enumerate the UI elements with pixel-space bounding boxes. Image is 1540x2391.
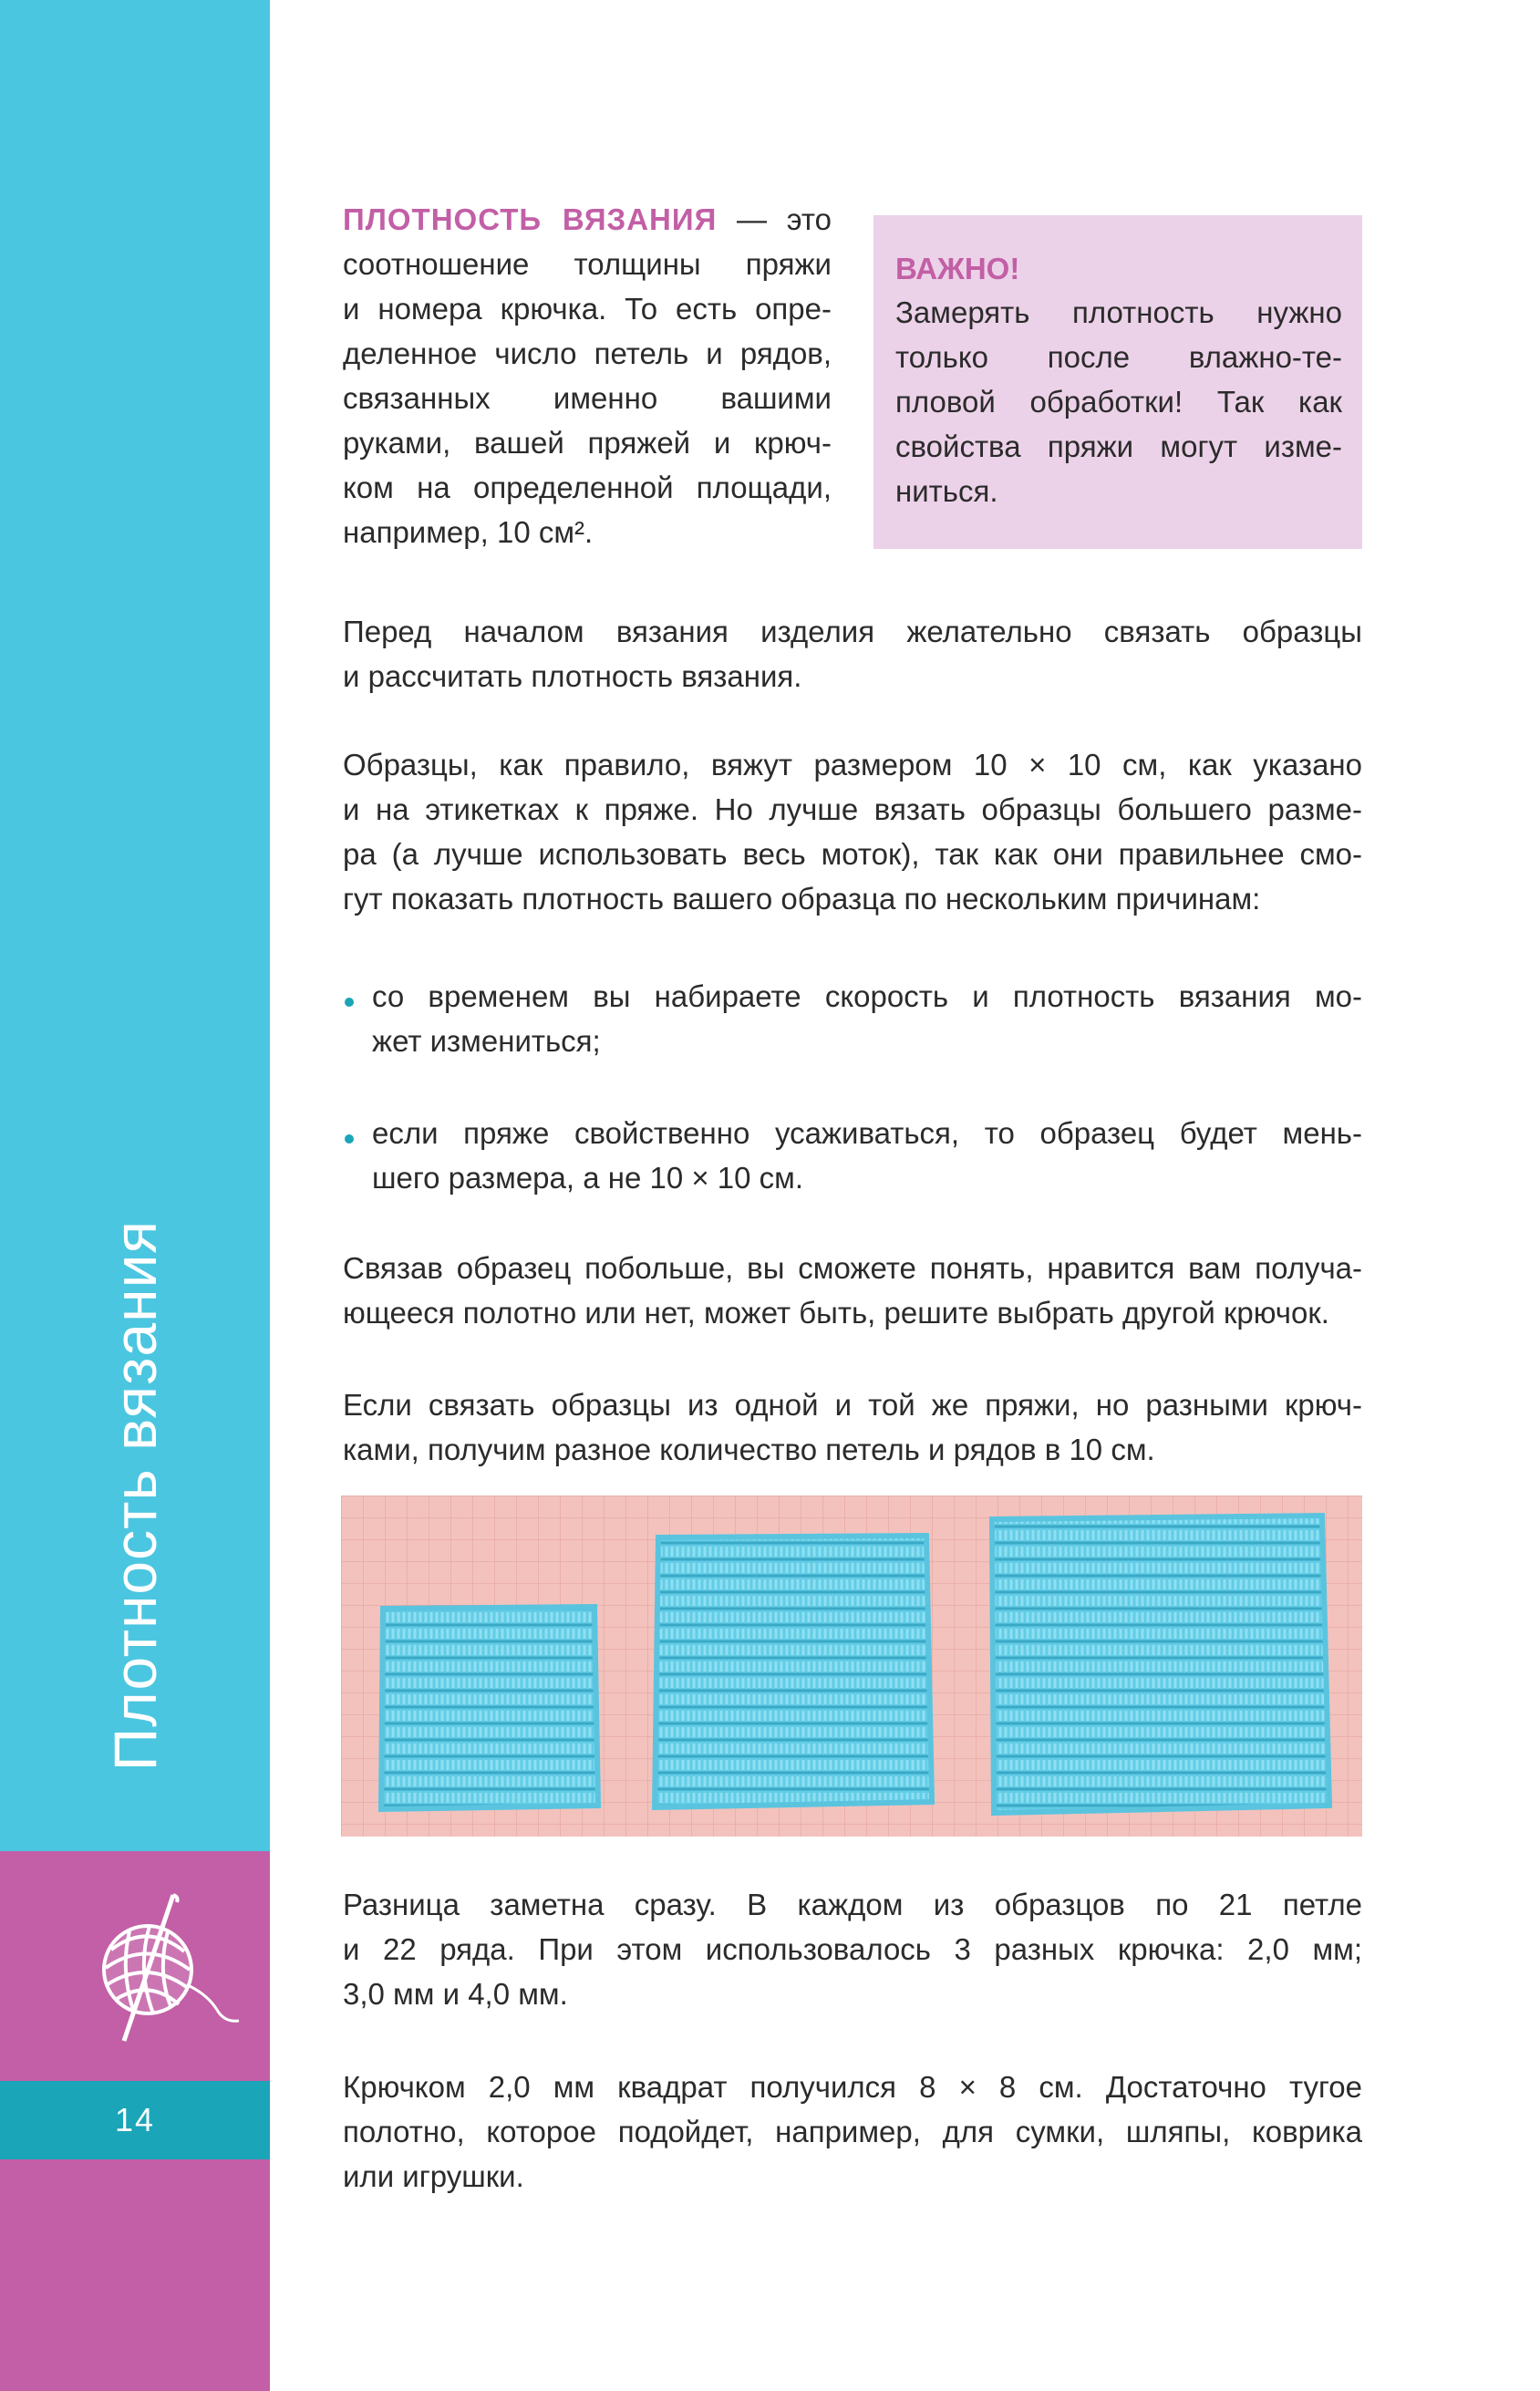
swatch-large (992, 1516, 1329, 1813)
chapter-title: Плотность вязания (101, 1219, 169, 1772)
important-note-title: ВАЖНО! (895, 252, 1020, 285)
page-number: 14 (114, 2101, 156, 2138)
paragraph: Образцы, как правило, вяжут размером 10 × 10 см, как указано и на этикетках к пряже. Но лучше вязать образцы большего разме- ра (а лучше использовать весь моток), так как они правильнее смо- гут показать плотность вашего образца по нескольким причинам: (343, 748, 1362, 916)
definition-term: ПЛОТНОСТЬ ВЯЗАНИЯ (343, 202, 718, 236)
bullet-dot-icon (345, 1134, 354, 1144)
swatches-photo (341, 1496, 1362, 1837)
swatch-small (381, 1607, 598, 1809)
yarn-ball-icon (66, 1886, 248, 2050)
paragraph: Крючком 2,0 мм квадрат получился 8 × 8 см. Достаточно тугое полотно, которое подойдет, например, для сумки, шляпы, коврика или игрушки. (343, 2070, 1362, 2193)
bullet-dot-icon (345, 998, 354, 1007)
swatch-medium (655, 1536, 932, 1807)
paragraph: Перед началом вязания изделия желательно связать образцы и рассчитать плотность вязания. (343, 615, 1362, 693)
paragraph: Если связать образцы из одной и той же пряжи, но разными крюч- ками, получим разное количество петель и рядов в 10 см. (343, 1388, 1362, 1466)
paragraph: Связав образец побольше, вы сможете понять, нравится вам получа- ющееся полотно или нет, может быть, решите выбрать другой крючок. (343, 1251, 1362, 1330)
important-note-text: Замерять плотность нужно только после влажно-те- пловой обработки! Так как свойства пряжи могут изме- ниться. (895, 295, 1342, 508)
paragraph: Разница заметна сразу. В каждом из образцов по 21 петле и 22 ряда. При этом использовалось 3 разных крючка: 2,0 мм; 3,0 мм и 4,0 мм. (343, 1888, 1362, 2011)
definition-block: ПЛОТНОСТЬ ВЯЗАНИЯ — это соотношение толщины пряжи и номера крючка. То есть опре- деленное число петель и рядов, связанных именно вашими руками, вашей пряжей и крюч- ком на определенной площади, например, 10 см². (343, 202, 832, 549)
list-item: со временем вы набираете скорость и плотность вязания мо- жет измениться; (372, 979, 1362, 1058)
list-item: если пряже свойственно усаживаться, то образец будет мень- шего размера, а не 10 × 10 см. (372, 1116, 1362, 1195)
